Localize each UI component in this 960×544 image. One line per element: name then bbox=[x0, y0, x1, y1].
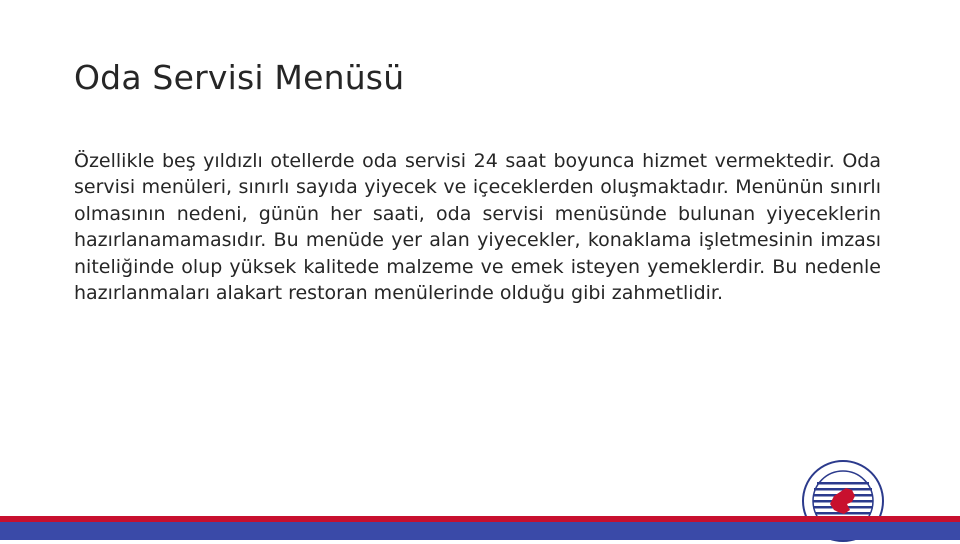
footer-blue-stripe bbox=[0, 522, 960, 540]
slide-title: Oda Servisi Menüsü bbox=[74, 58, 405, 97]
footer-band bbox=[0, 516, 960, 540]
slide-body-text: Özellikle beş yıldızlı otellerde oda servisi 24 saat boyunca hizmet vermektedir. Oda servisi menüleri, sınırlı sayıda yiyecek ve içeceklerden oluşmaktadır. Menünün sınırlı olmasının nedeni, günün her saati, oda servisi menüsünde bulunan yiyeceklerin hazırlanamamasıdır. Bu menüde yer alan yiyecekler, konaklama işletmesinin imzası niteliğinde olup yüksek kalitede malzeme ve emek isteyen yemeklerdir. Bu nedenle hazırlanmaları alakart restoran menülerinde olduğu gibi zahmetlidir. bbox=[74, 150, 881, 305]
